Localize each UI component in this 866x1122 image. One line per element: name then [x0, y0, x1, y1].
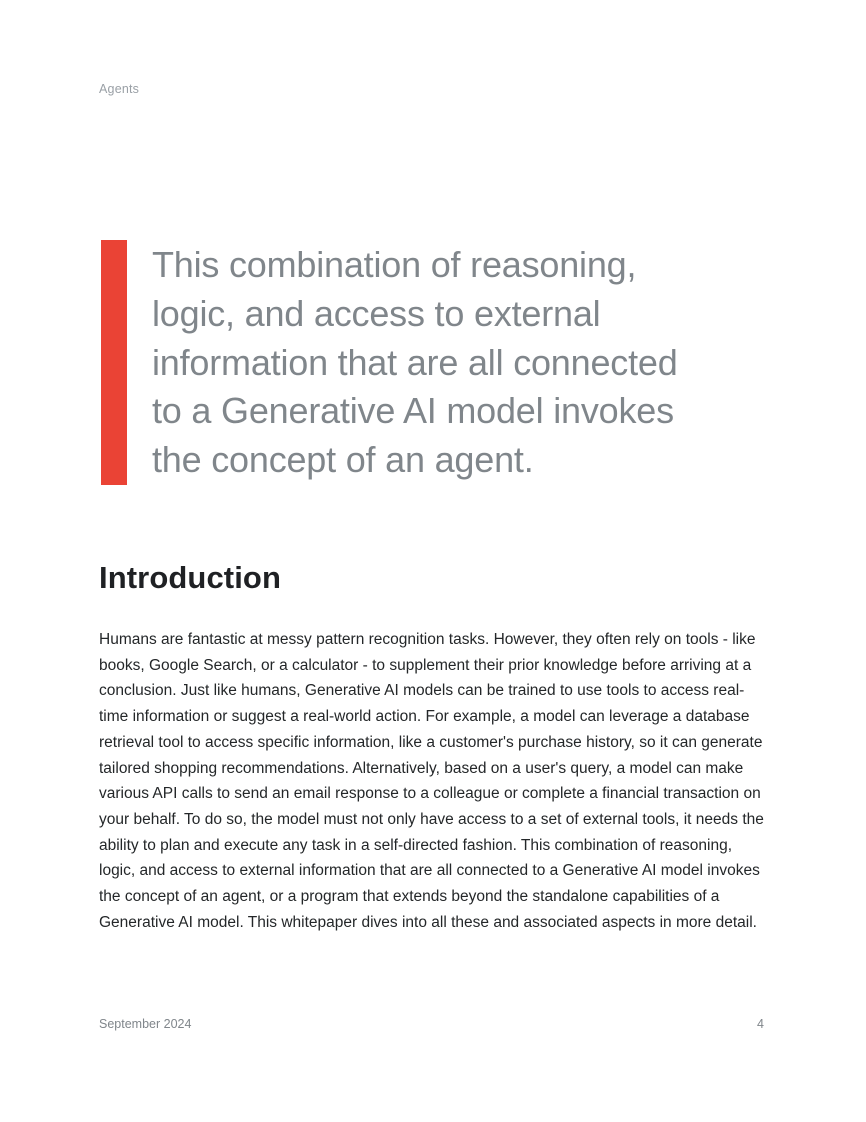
- quote-line: the concept of an agent.: [152, 439, 534, 481]
- quote-line: This combination of reasoning,: [152, 244, 637, 285]
- quote-line: to a Generative AI model invokes: [152, 390, 674, 432]
- footer-date: September 2024: [99, 1017, 192, 1031]
- quote-line: logic, and access to external: [152, 292, 601, 334]
- pull-quote: [101, 240, 678, 485]
- running-header-label: Agents: [99, 82, 140, 96]
- page-number: 4: [757, 1017, 764, 1031]
- page-footer: [99, 1017, 764, 1031]
- quote-line: information that are all connected: [152, 341, 678, 383]
- quote-text: [152, 240, 678, 485]
- section-heading: Introduction: [99, 560, 281, 595]
- quote-accent-bar: [101, 240, 127, 485]
- body-paragraph: Humans are fantastic at messy pattern recognition tasks. However, they often rely on tools - like books, Google Search, or a calculator - to supplement their prior knowledge before arriving at a conclusion. Just like humans, Generative AI models can be trained to use tools to access real-time information or suggest a real-world action. For example, a model can leverage a database retrieval tool to access specific information, like a customer's purchase history, so it can generate tailored shopping recommendations. Alternatively, based on a user's query, a model can make various API calls to send an email response to a colleague or complete a financial transaction on your behalf. To do so, the model must not only have access to a set of external tools, it needs the ability to plan and execute any task in a self-directed fashion. This combination of reasoning, logic, and access to external information that are all connected to a Generative AI model invokes the concept of an agent, or a program that extends beyond the standalone capabilities of a Generative AI model. This whitepaper dives into all these and associated aspects in more detail.: [99, 631, 764, 931]
